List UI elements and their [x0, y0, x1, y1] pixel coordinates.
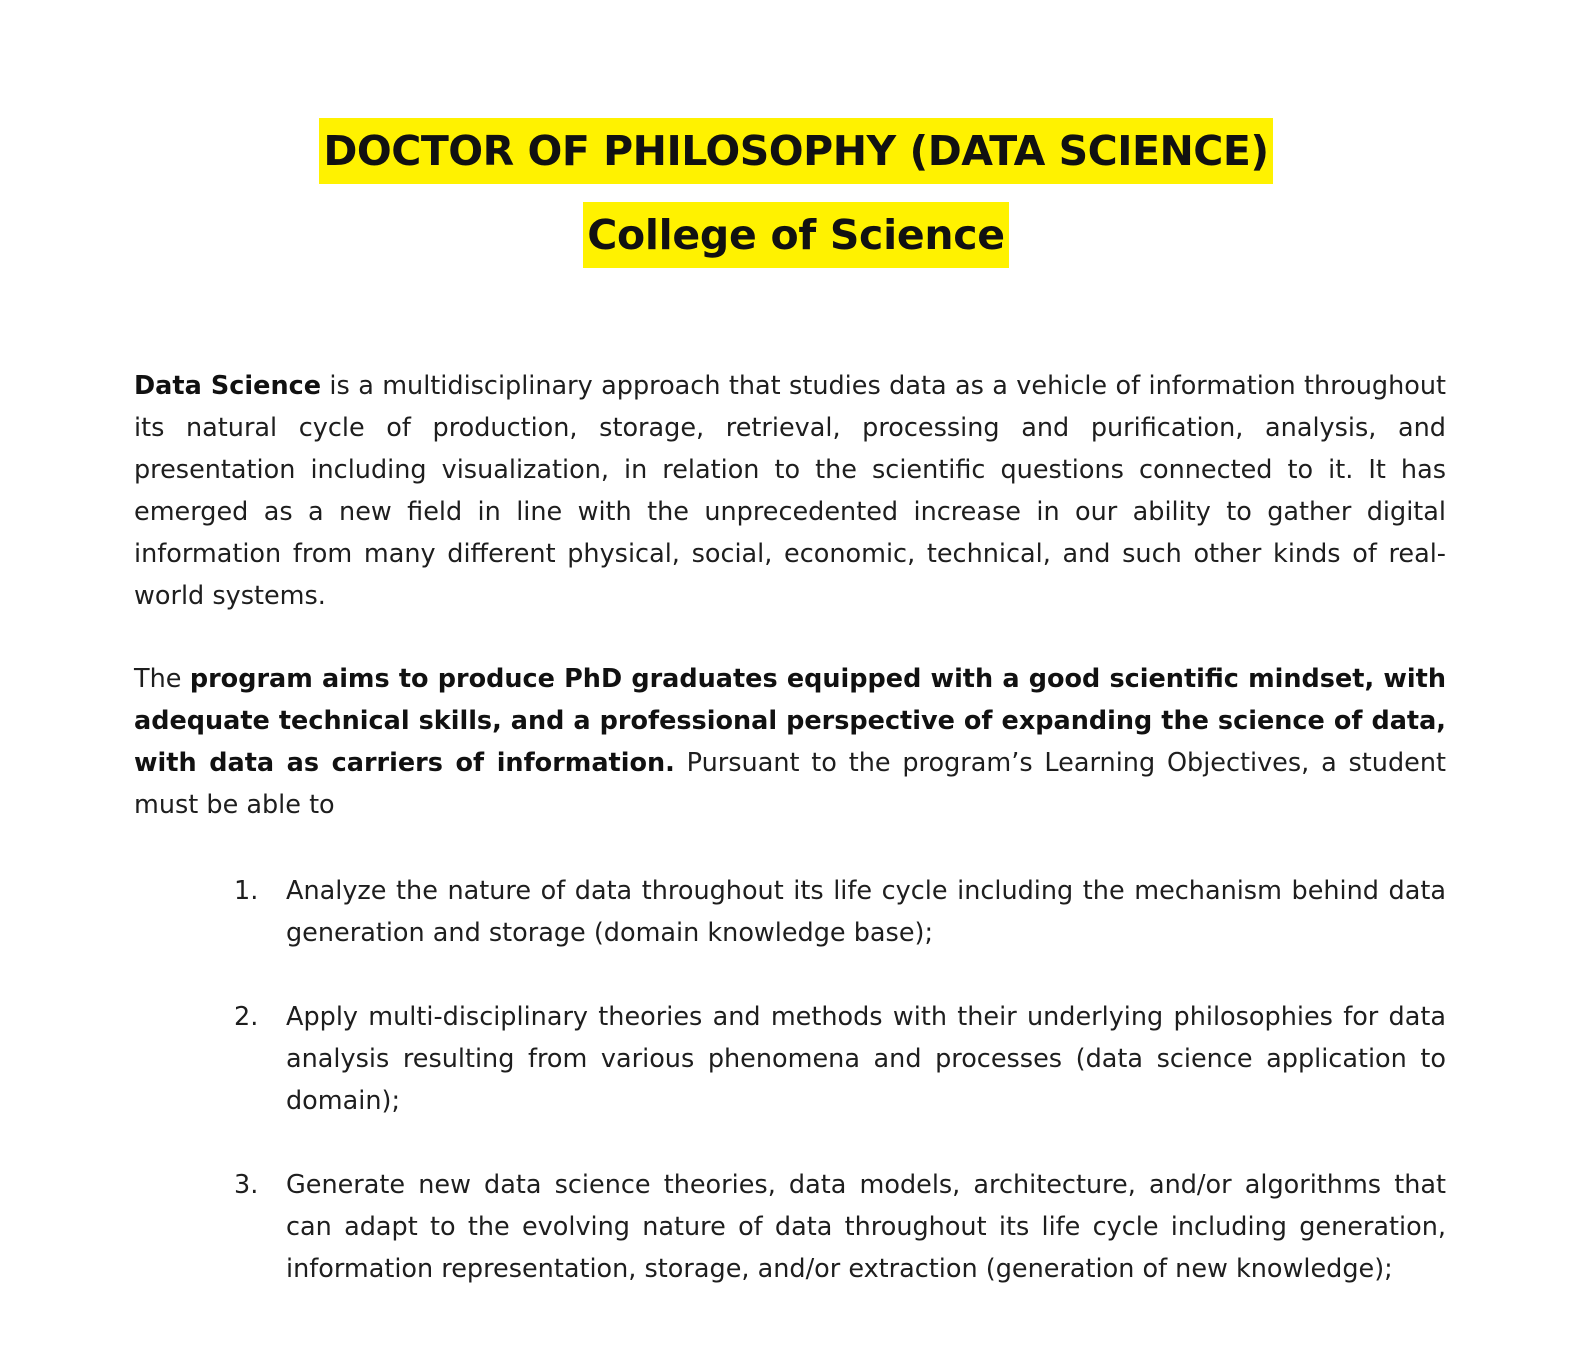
list-item-number: 1.: [234, 876, 259, 906]
aims-paragraph: [134, 658, 1446, 826]
intro-paragraph: [134, 365, 1446, 617]
aims-bold: program aims to produce PhD graduates equipped with a good scientific mindset, with adequate technical skills, and a professional perspective of expanding the science of data, with data as carriers of information.: [134, 664, 1446, 778]
intro-term: Data Science: [134, 371, 322, 401]
page-title: DOCTOR OF PHILOSOPHY (DATA SCIENCE): [319, 118, 1272, 184]
list-item-text: Generate new data science theories, data models, architecture, and/or algorithms that can adapt to the evolving nature of data throughout its life cycle including generation, information representation, storage, and/or extraction (generation of new knowledge);: [286, 1170, 1446, 1284]
title-block: [0, 118, 1592, 268]
list-item: [134, 1164, 1446, 1290]
list-item-text: Apply multi-disciplinary theories and methods with their underlying philosophies for data analysis resulting from various phenomena and processes (data science application to domain);: [286, 1002, 1446, 1116]
list-item-text: Analyze the nature of data throughout its life cycle including the mechanism behind data generation and storage (domain knowledge base);: [286, 876, 1446, 948]
aims-lead: The: [134, 664, 190, 694]
list-item: [134, 996, 1446, 1122]
aims-rest: Pursuant to the program’s Learning Objectives, a student must be able to: [134, 748, 1446, 820]
list-item: [134, 870, 1446, 954]
list-item-number: 3.: [234, 1170, 259, 1200]
objectives-list: [134, 870, 1446, 1332]
page-subtitle: College of Science: [583, 202, 1008, 268]
intro-text: is a multidisciplinary approach that studies data as a vehicle of information throughout its natural cycle of production, storage, retrieval, processing and purification, analysis, and presentation including visualization, in relation to the scientific questions connected to it. It has emerged as a new field in line with the unprecedented increase in our ability to gather digital information from many different physical, social, economic, technical, and such other kinds of real-world systems.: [134, 371, 1447, 611]
list-item-number: 2.: [234, 1002, 259, 1032]
